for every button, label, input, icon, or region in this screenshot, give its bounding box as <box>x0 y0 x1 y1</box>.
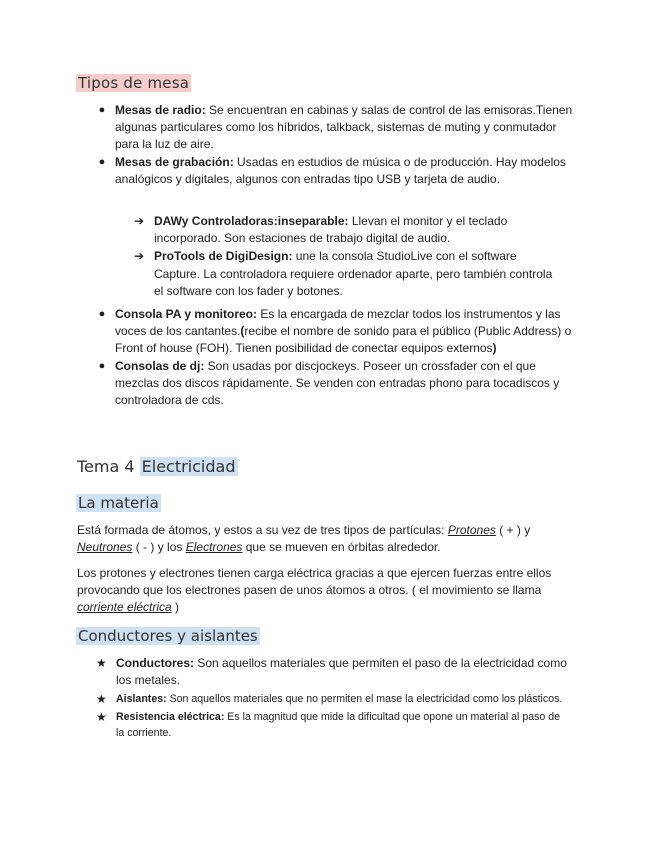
list-item-aislantes <box>96 691 571 707</box>
desc-consolas-dj: Son usadas por discjockeys. Poseer un crossfader con el que mezclas dos discos rápidamente. Se venden con entradas phono para tocadiscos y controladora de cds. <box>115 358 560 408</box>
tema-prefix: Tema 4 <box>77 457 140 476</box>
text-segment: ) <box>171 600 180 614</box>
term-resistencia: Resistencia eléctrica: <box>116 711 225 724</box>
arrow-icon: ➔ <box>134 249 145 264</box>
list-item-conductores <box>96 655 571 689</box>
heading-materia-text: La materia <box>78 494 159 512</box>
conductores-list <box>96 655 571 743</box>
star-icon: ★ <box>96 710 107 725</box>
term-mesas-grabacion: Mesas de grabación: <box>115 154 234 169</box>
desc-consola-pa: Es la encargada de mezclar todos los instrumentos y las voces de los cantantes. <box>115 307 561 339</box>
term-aislantes: Aislantes: <box>116 693 167 706</box>
bullet-dot: ● <box>98 359 106 372</box>
text-segment: Está formada de átomos, y estos a su vez de tres tipos de partículas: <box>77 523 448 537</box>
tema-title: Electricidad <box>141 457 236 476</box>
paragraph-atomos <box>77 522 577 556</box>
grabacion-sub-list <box>134 213 554 301</box>
term-protools: ProTools de DigiDesign: <box>154 249 293 264</box>
heading-conductores-aislantes <box>76 627 260 645</box>
term-consola-pa: Consola PA y monitoreo: <box>115 307 258 321</box>
desc-mesas-grabacion: Usadas en estudios de música o de producción. Hay modelos analógicos y digitales, algunos con entradas tipo USB y tarjeta de audio. <box>115 154 566 186</box>
list-item-mesas-radio <box>98 102 575 154</box>
tipos-list <box>98 102 575 188</box>
sub-item-protools <box>134 248 554 300</box>
term-electrones: Electrones <box>185 540 243 554</box>
term-consolas-dj: Consolas de dj: <box>115 358 205 373</box>
desc-aislantes: Son aquellos materiales que no permiten el mase la electricidad como los plásticos. <box>166 693 563 706</box>
text-segment: que se mueven en órbitas alrededor. <box>242 540 441 554</box>
list-item-resistencia <box>96 709 571 741</box>
heading-tipos-de-mesa <box>76 74 191 92</box>
desc-mesas-radio: Se encuentran en cabinas y salas de control de las emisoras.Tienen algunas particulares como los híbridos, talkback, sistemas de muting y conmutador para la luz de aire. <box>115 103 573 152</box>
arrow-icon: ➔ <box>134 214 145 228</box>
desc-resistencia: Es la magnitud que mide la dificultad que opone un material al paso de la corriente. <box>116 711 561 740</box>
term-corriente-electrica: corriente eléctrica <box>77 600 172 614</box>
bullet-dot: ● <box>98 308 106 320</box>
term-conductores: Conductores: <box>116 656 194 670</box>
list-item-mesas-grabacion <box>98 154 575 188</box>
heading-tipos-text: Tipos de mesa <box>78 74 190 92</box>
list-item-consolas-dj <box>98 358 575 410</box>
desc-conductores: Son aquellos materiales que permiten el paso de la electricidad como los metales. <box>116 656 567 688</box>
heading-la-materia <box>76 494 161 512</box>
text-segment: ( - ) y los <box>132 540 186 554</box>
term-daw: DAWy Controladoras:inseparable: <box>154 214 349 228</box>
list-item-consola-pa <box>98 306 575 358</box>
term-protones: Protones <box>447 523 496 537</box>
heading-tema-4 <box>77 457 238 476</box>
desc-consola-pa-2: recibe el nombre de sonido para el público (Public Address) o Front of house (FOH). Tienen posibilidad de conectar equipos externos <box>115 324 572 356</box>
paren-open: ( <box>240 324 245 339</box>
paren-close: ) <box>492 341 497 356</box>
star-icon: ★ <box>96 692 107 707</box>
term-mesas-radio: Mesas de radio: <box>115 103 206 117</box>
bullet-dot: ● <box>98 104 106 116</box>
sub-item-daw <box>134 213 554 247</box>
bullet-dot: ● <box>98 155 106 168</box>
paragraph-carga <box>77 565 577 616</box>
text-segment: ( + ) y <box>495 523 531 537</box>
term-neutrones: Neutrones <box>77 540 133 554</box>
desc-daw: Llevan el monitor y el teclado incorporado. Son estaciones de trabajo digital de audio. <box>154 214 508 246</box>
desc-protools: une la consola StudioLive con el software Capture. La controladora requiere ordenador aparte, pero también controla el software con los fader y botones. <box>154 249 553 298</box>
star-icon: ★ <box>96 656 107 670</box>
heading-conductores-text: Conductores y aislantes <box>78 627 258 645</box>
tipos-list-continued <box>98 306 575 409</box>
text-segment: Los protones y electrones tienen carga eléctrica gracias a que ejercen fuerzas entre ellos provocando que los electrones pasen de unos átomos a otros. ( el movimiento se llama <box>77 566 552 597</box>
